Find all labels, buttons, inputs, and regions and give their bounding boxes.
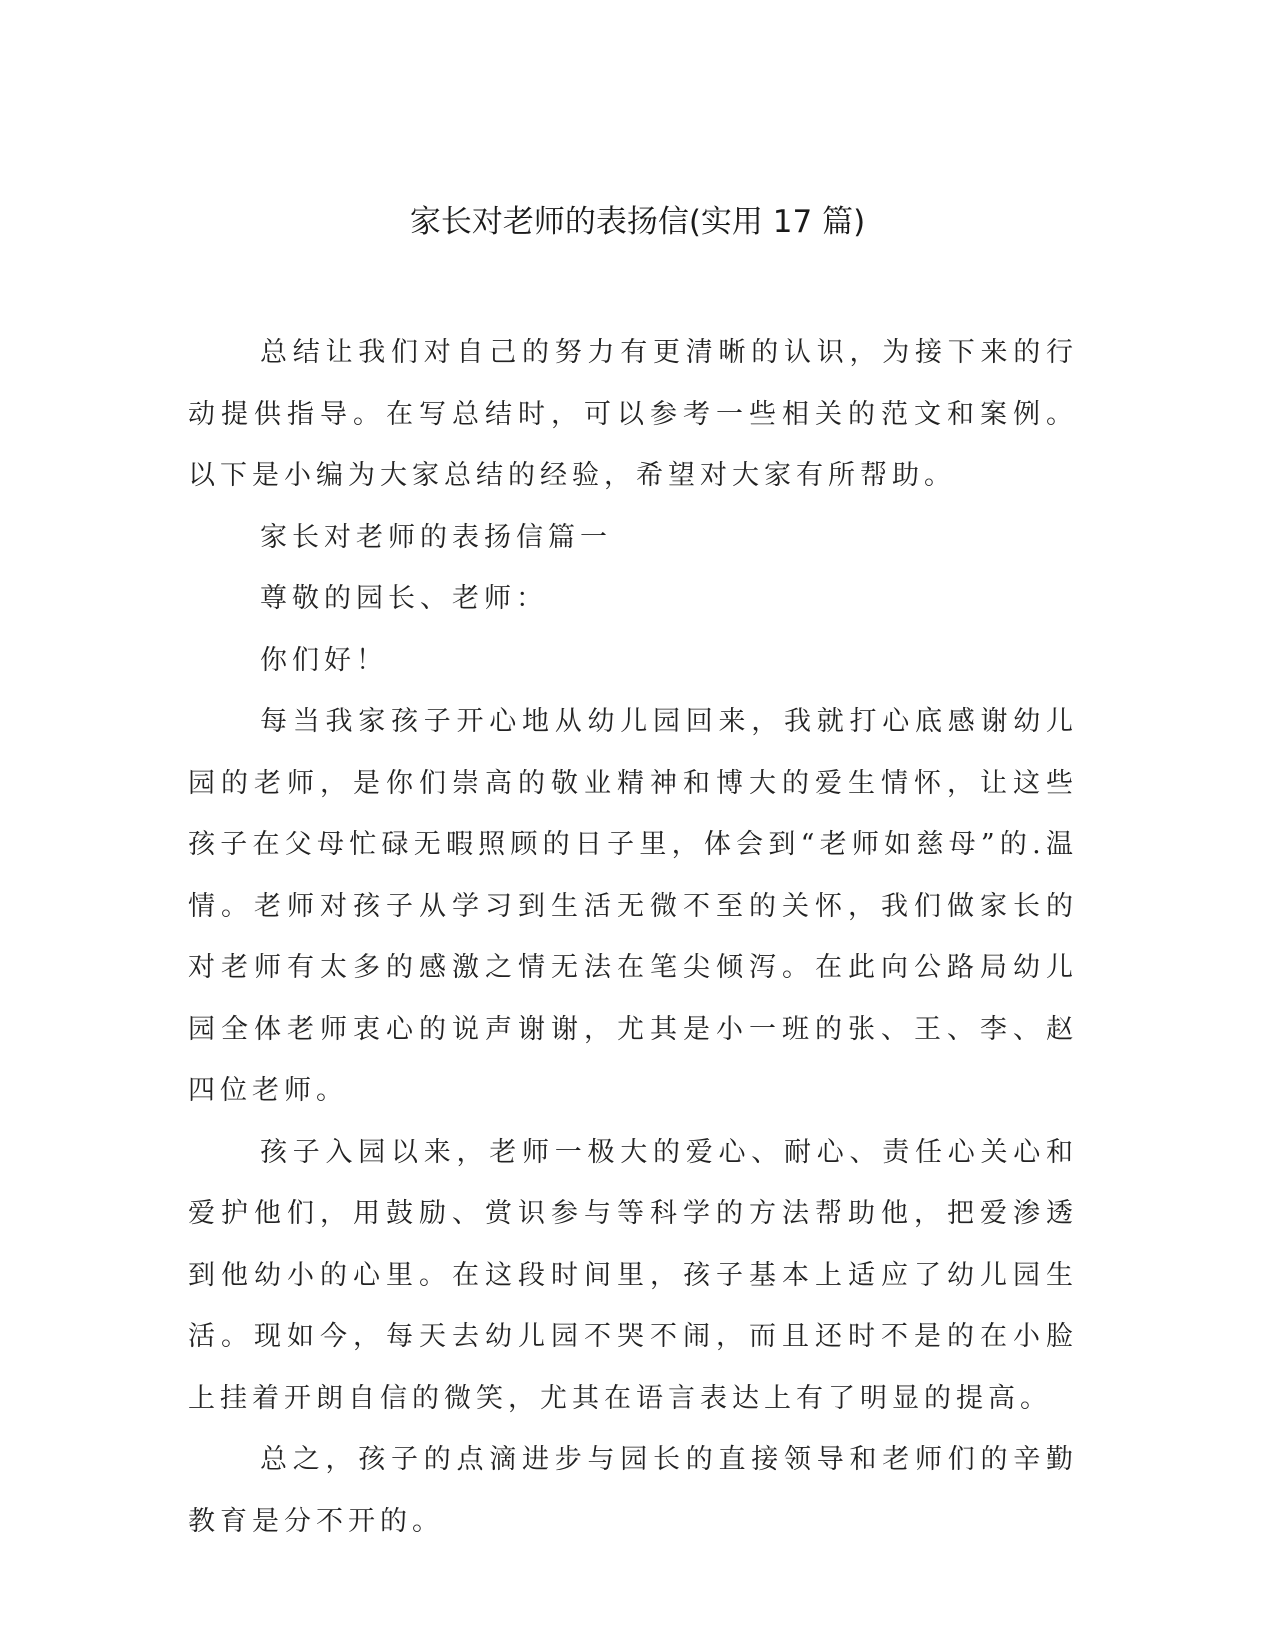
body-paragraph: 孩子入园以来，老师一极大的爱心、耐心、责任心关心和爱护他们，用鼓励、赏识参与等科学的方法帮助他，把爱渗透到他幼小的心里。在这段时间里，孩子基本上适应了幼儿园生活。现如今，每天去幼儿园不哭不闹，而且还时不是的在小脸上挂着开朗自信的微笑，尤其在语言表达上有了明显的提高。 [188, 1136, 1078, 1414]
body-paragraph: 每当我家孩子开心地从幼儿园回来，我就打心底感谢幼儿园的老师，是你们崇高的敬业精神和博大的爱生情怀，让这些孩子在父母忙碌无暇照顾的日子里，体会到“老师如慈母”的.温情。老师对孩子从学习到生活无微不至的关怀，我们做家长的对老师有太多的感激之情无法在笔尖倾泻。在此向公路局幼儿园全体老师衷心的说声谢谢，尤其是小一班的张、王、李、赵四位老师。 [188, 706, 1078, 1106]
document-title: 家长对老师的表扬信(实用 17 篇) [409, 204, 866, 240]
intro-paragraph: 总结让我们对自己的努力有更清晰的认识，为接下来的行动提供指导。在写总结时，可以参考一些相关的范文和案例。以下是小编为大家总结的经验，希望对大家有所帮助。 [188, 337, 1078, 491]
document-body [188, 322, 1078, 1552]
body-paragraph: 总之，孩子的点滴进步与园长的直接领导和老师们的辛勤教育是分不开的。 [188, 1444, 1078, 1537]
salutation: 尊敬的园长、老师： [260, 583, 548, 614]
section-heading: 家长对老师的表扬信篇一 [260, 521, 612, 553]
greeting: 你们好！ [260, 644, 388, 676]
